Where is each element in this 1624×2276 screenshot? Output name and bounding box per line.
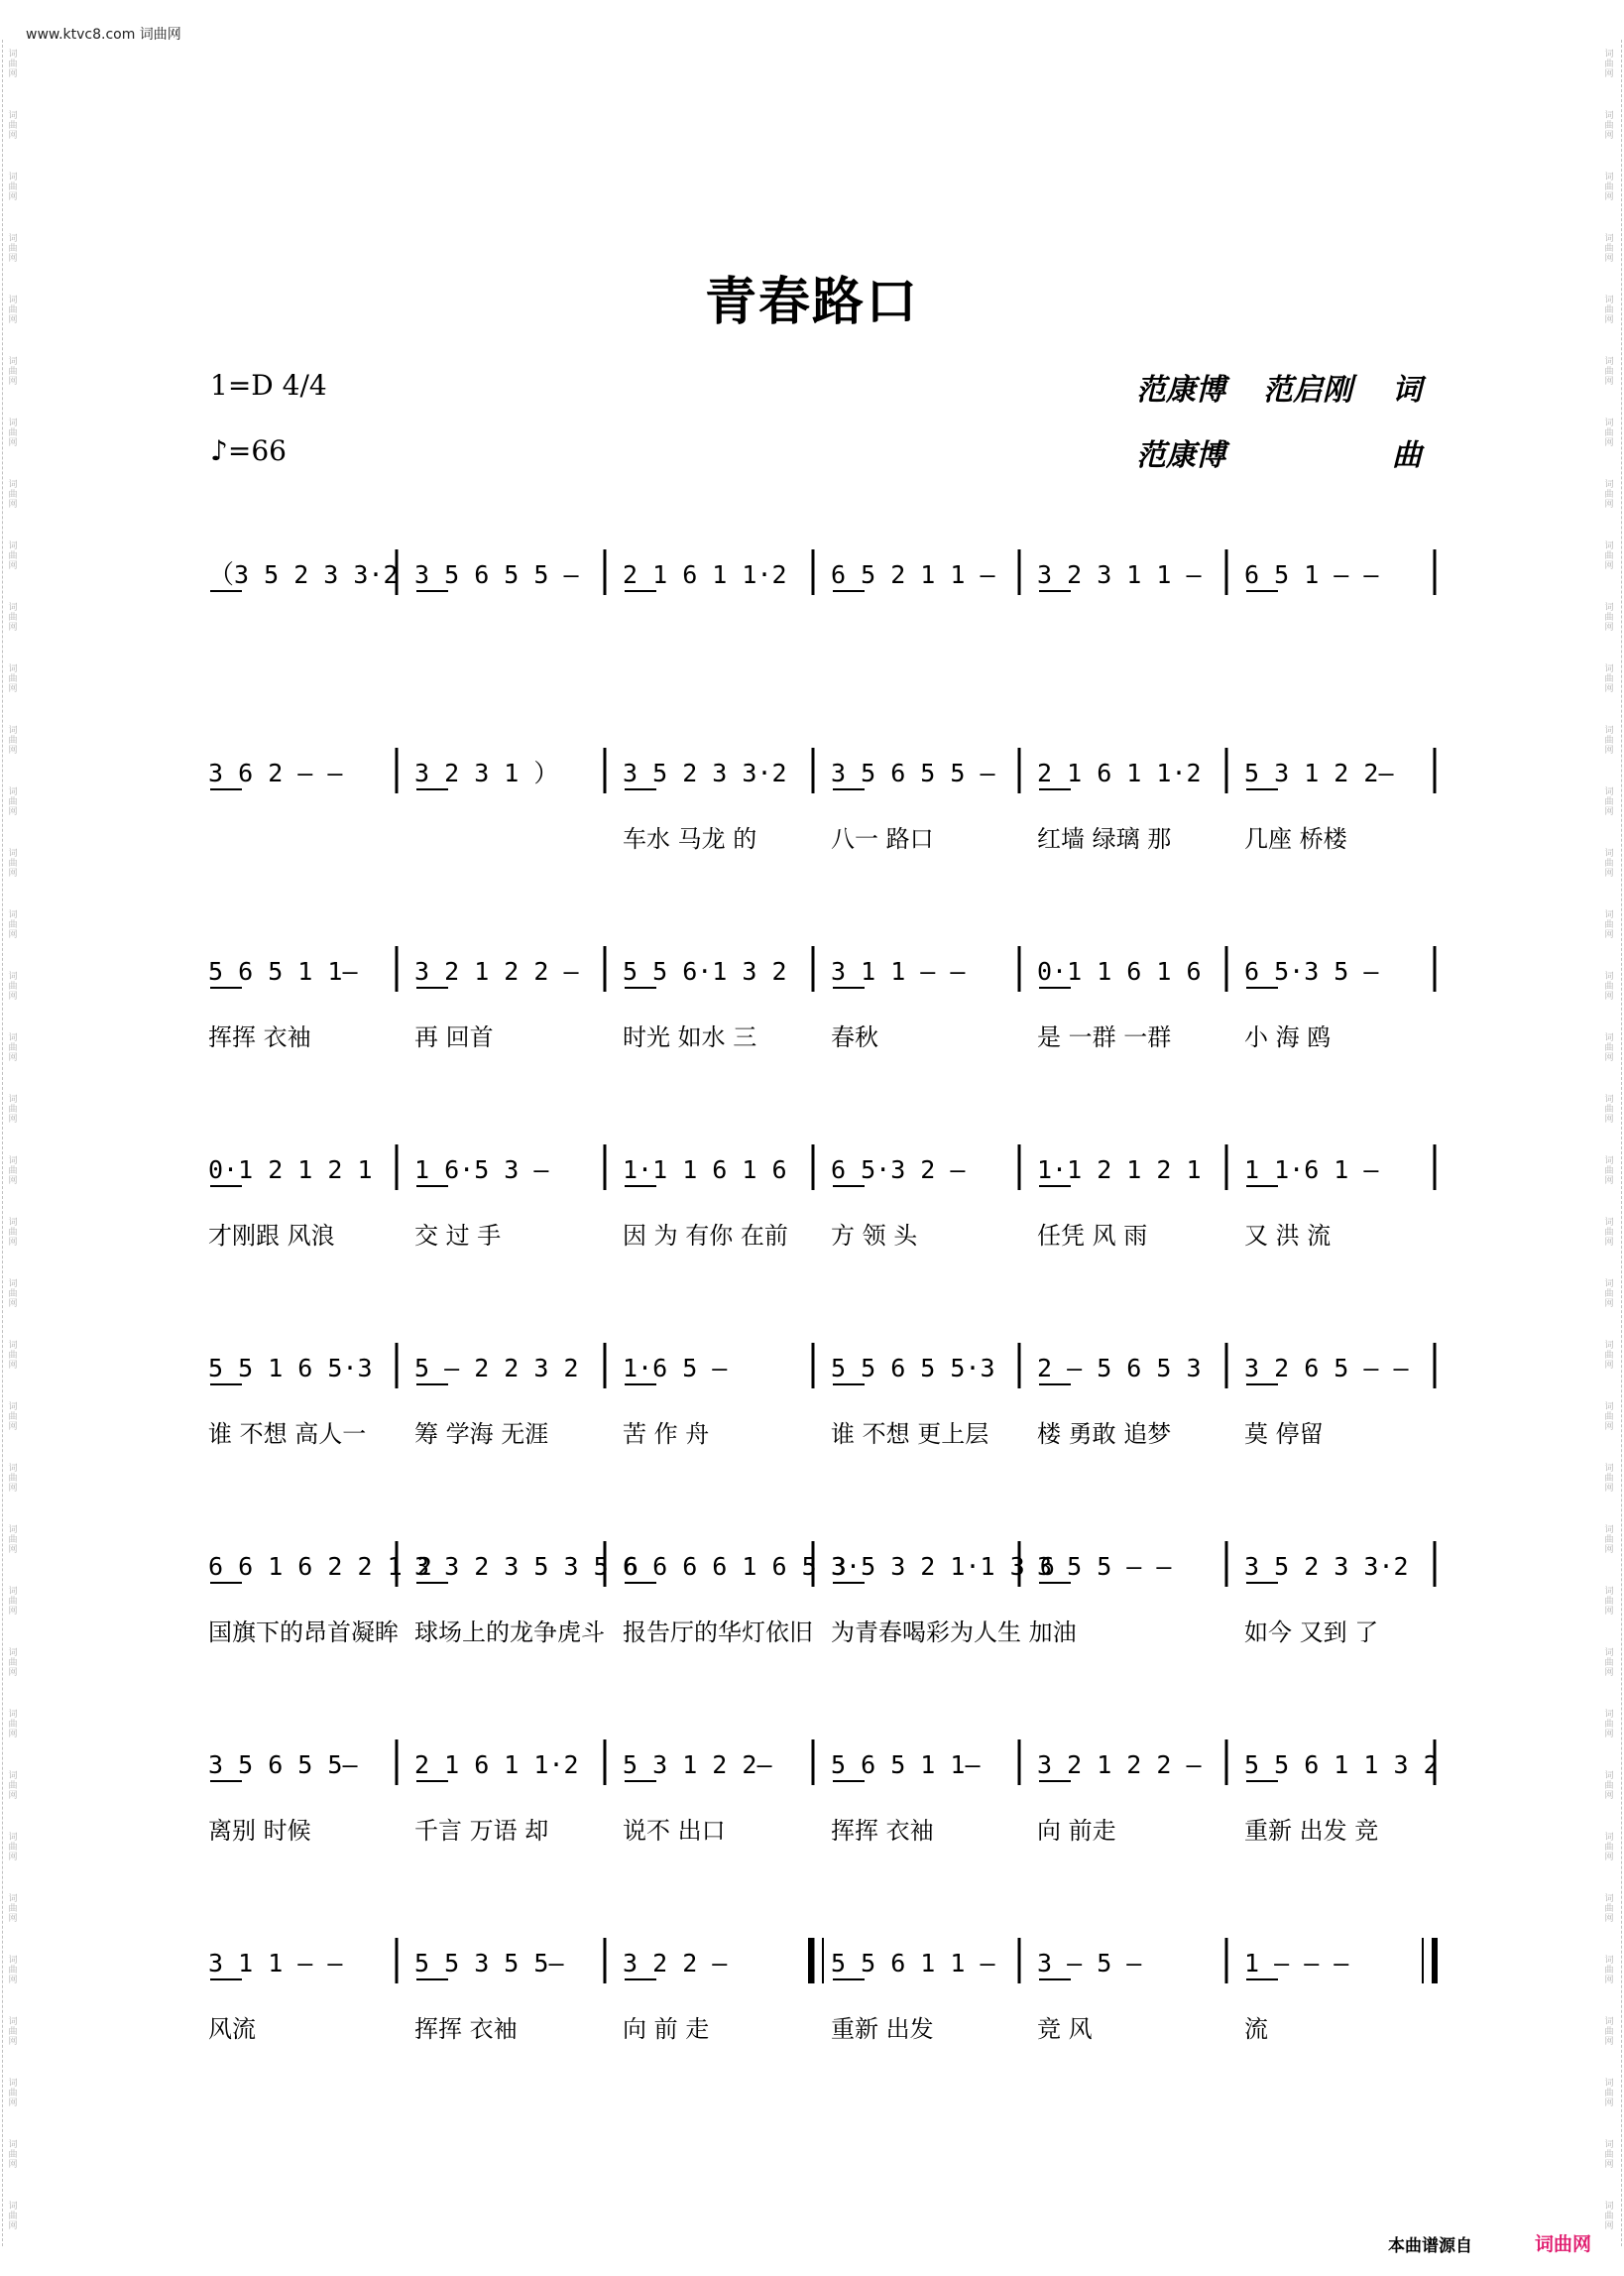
measure-lyrics: 是 一群 一群	[1037, 1023, 1172, 1051]
watermark-mark: 词曲网	[1604, 1833, 1614, 1862]
measure-lyrics: 流	[1244, 2015, 1268, 2043]
measure-notes: 6 5 1 — —	[1244, 560, 1379, 589]
watermark-mark: 词曲网	[8, 726, 18, 756]
measure-lyrics: 千言 万语 却	[414, 1817, 549, 1845]
measure-lyrics: 向 前走	[1037, 1817, 1116, 1845]
measure-notes: 6 5 2 1 1 —	[831, 560, 995, 589]
watermark-mark: 词曲网	[1604, 541, 1614, 571]
watermark-mark: 词曲网	[1604, 1279, 1614, 1309]
measure-notes: 3 5 2 3 3·2	[234, 560, 399, 589]
watermark-mark: 词曲网	[8, 2202, 18, 2231]
measure-notes: 5 6 5 1 1—	[831, 1750, 981, 1779]
measure-lyrics: 筹 学海 无涯	[414, 1420, 549, 1448]
watermark-mark: 词曲网	[1604, 1525, 1614, 1555]
measure-notes: 1 — — —	[1244, 1949, 1349, 1977]
footer-source-text: 本曲谱源自	[1388, 2236, 1472, 2256]
measure-notes: 3 6 2 — —	[208, 759, 343, 787]
watermark-mark: 词曲网	[8, 419, 18, 448]
measure-lyrics: 重新 出发	[831, 2015, 934, 2043]
watermark-mark: 词曲网	[1604, 1341, 1614, 1371]
watermark-mark: 词曲网	[1604, 111, 1614, 141]
watermark-mark: 词曲网	[8, 1956, 18, 1985]
measure-notes: 3·5 3 2 1·1 3 6	[831, 1552, 1055, 1581]
watermark-mark: 词曲网	[8, 1771, 18, 1801]
watermark-mark: 词曲网	[8, 1648, 18, 1678]
watermark-mark: 词曲网	[8, 603, 18, 633]
measure-notes: 1 1·6 1 —	[1244, 1155, 1379, 1184]
watermark-mark: 词曲网	[8, 1033, 18, 1063]
measure-notes: 0·1 2 1 2 1	[208, 1155, 373, 1184]
measure-notes: 6 6 1 6 2 2 1 2	[208, 1552, 432, 1581]
measure-lyrics: 任凭 风 雨	[1037, 1222, 1148, 1250]
watermark-mark: 词曲网	[8, 173, 18, 202]
measure-notes: 3 1 1 — —	[831, 957, 966, 986]
measure-lyrics: 为青春喝彩为人生 加油	[831, 1618, 1077, 1646]
watermark-mark: 词曲网	[8, 296, 18, 325]
measure-notes: 1·1 1 6 1 6	[623, 1155, 787, 1184]
measure-notes: 3 2 3 1 ）	[414, 759, 559, 787]
watermark-mark: 词曲网	[1604, 1464, 1614, 1494]
measure-notes: 6 6 6 6 1 6 5 3	[623, 1552, 847, 1581]
measure-lyrics: 几座 桥楼	[1244, 825, 1347, 853]
measure-lyrics: 时光 如水 三	[623, 1023, 757, 1051]
watermark-mark: 词曲网	[1604, 1648, 1614, 1678]
measure-notes: 2 — 5 6 5 3	[1037, 1354, 1202, 1382]
measure-lyrics: 又 洪 流	[1244, 1222, 1332, 1250]
watermark-mark: 词曲网	[8, 2079, 18, 2108]
measure-notes: 0·1 1 6 1 6	[1037, 957, 1202, 986]
watermark-mark: 词曲网	[1604, 2017, 1614, 2047]
watermark-mark: 词曲网	[8, 972, 18, 1002]
measure-lyrics: 方 领 头	[831, 1222, 918, 1250]
measure-notes: 5 5 6 1 1 —	[831, 1949, 995, 1977]
watermark-mark: 词曲网	[1604, 972, 1614, 1002]
watermark-mark: 词曲网	[1604, 2140, 1614, 2170]
measure-notes: 3 2 1 2 2 —	[1037, 1750, 1202, 1779]
measure-notes: 5 3 1 2 2—	[623, 1750, 772, 1779]
watermark-mark: 词曲网	[1604, 1218, 1614, 1248]
watermark-mark: 词曲网	[8, 234, 18, 264]
measure-lyrics: 再 回首	[414, 1023, 494, 1051]
measure-notes: 5 5 6·1 3 2	[623, 957, 787, 986]
measure-lyrics: 竞 风	[1037, 2015, 1093, 2043]
composer-role: 曲	[1392, 438, 1422, 473]
watermark-mark: 词曲网	[1604, 1033, 1614, 1063]
watermark-mark: 词曲网	[1604, 2079, 1614, 2108]
watermark-mark: 词曲网	[8, 50, 18, 79]
watermark-mark: 词曲网	[1604, 1771, 1614, 1801]
watermark-mark: 词曲网	[8, 1833, 18, 1862]
measure-notes: 3 5 2 3 3·2	[1244, 1552, 1409, 1581]
watermark-mark: 词曲网	[1604, 910, 1614, 940]
measure-notes: 2 1 6 1 1·2	[623, 560, 787, 589]
measure-lyrics: 重新 出发 竞	[1244, 1817, 1379, 1845]
watermark-mark: 词曲网	[1604, 50, 1614, 79]
measure-notes: 6 5·3 2 —	[831, 1155, 966, 1184]
watermark-mark: 词曲网	[8, 1710, 18, 1739]
measure-lyrics: 莫 停留	[1244, 1420, 1324, 1448]
measure-lyrics: 交 过 手	[414, 1222, 502, 1250]
measure-notes: 3 5 5 — —	[1037, 1552, 1172, 1581]
measure-lyrics: 风流	[208, 2015, 256, 2043]
watermark-mark: 词曲网	[1604, 1894, 1614, 1924]
song-title: 青春路口	[704, 272, 919, 332]
watermark-mark: 词曲网	[1604, 1095, 1614, 1125]
measure-notes: 5 5 3 5 5—	[414, 1949, 564, 1977]
watermark-mark: 词曲网	[8, 787, 18, 817]
measure-notes: 1·6 5 —	[623, 1354, 728, 1382]
measure-notes: 5 5 6 5 5·3	[831, 1354, 995, 1382]
watermark-mark: 词曲网	[8, 849, 18, 879]
watermark-mark: 词曲网	[8, 1525, 18, 1555]
measure-lyrics: 八一 路口	[831, 825, 934, 853]
measure-notes: 3 5 6 5 5 —	[831, 759, 995, 787]
measure-notes: 5 3 1 2 2—	[1244, 759, 1394, 787]
measure-lyrics: 谁 不想 更上层	[831, 1420, 989, 1448]
key-time-signature: 1=D 4/4	[210, 369, 327, 402]
watermark-mark: 词曲网	[1604, 1956, 1614, 1985]
watermark-mark: 词曲网	[8, 2017, 18, 2047]
measure-lyrics: 车水 马龙 的	[623, 825, 757, 853]
watermark-mark: 词曲网	[1604, 603, 1614, 633]
watermark-mark: 词曲网	[8, 1464, 18, 1494]
measure-notes: 3 5 2 3 3·2	[623, 759, 787, 787]
watermark-mark: 词曲网	[8, 1894, 18, 1924]
watermark-mark: 词曲网	[1604, 1402, 1614, 1432]
watermark-mark: 词曲网	[8, 1587, 18, 1617]
watermark-mark: 词曲网	[1604, 173, 1614, 202]
measure-lyrics: 挥挥 衣袖	[208, 1023, 311, 1051]
watermark-mark: 词曲网	[8, 480, 18, 510]
watermark-mark: 词曲网	[1604, 1156, 1614, 1186]
measure-notes: 5 5 6 1 1 3 2	[1244, 1750, 1439, 1779]
watermark-mark: 词曲网	[1604, 2202, 1614, 2231]
measure-lyrics: 谁 不想 高人一	[208, 1420, 367, 1448]
watermark-mark: 词曲网	[1604, 234, 1614, 264]
measure-notes: 2 1 6 1 1·2	[414, 1750, 579, 1779]
footer-brand-link[interactable]: 词曲网	[1535, 2233, 1592, 2255]
watermark-mark: 词曲网	[8, 2140, 18, 2170]
measure-lyrics: 挥挥 衣袖	[831, 1817, 934, 1845]
measure-lyrics: 春秋	[831, 1023, 878, 1051]
watermark-mark: 词曲网	[8, 1279, 18, 1309]
measure-notes: 1 6·5 3 —	[414, 1155, 549, 1184]
measure-notes: 3 2 2 —	[623, 1949, 728, 1977]
measure-lyrics: 向 前 走	[623, 2015, 710, 2043]
watermark-mark: 词曲网	[8, 1402, 18, 1432]
watermark-mark: 词曲网	[1604, 480, 1614, 510]
watermark-mark: 词曲网	[1604, 726, 1614, 756]
measure-notes: 1·1 2 1 2 1	[1037, 1155, 1202, 1184]
measure-notes: 3 — 5 —	[1037, 1949, 1142, 1977]
measure-notes: 3 2 1 2 2 —	[414, 957, 579, 986]
watermark-mark: 词曲网	[8, 111, 18, 141]
system-prefix: （	[208, 560, 235, 590]
measure-notes: 3 1 1 — —	[208, 1949, 343, 1977]
lyricist-1: 范康博	[1136, 373, 1225, 408]
measure-notes: 3 5 6 5 5—	[208, 1750, 358, 1779]
watermark-mark: 词曲网	[1604, 419, 1614, 448]
tempo-marking: ♪=66	[210, 434, 287, 467]
measure-notes: 3 5 6 5 5 —	[414, 560, 579, 589]
measure-lyrics: 苦 作 舟	[623, 1420, 710, 1448]
measure-lyrics: 说不 出口	[623, 1817, 726, 1845]
watermark-mark: 词曲网	[8, 1341, 18, 1371]
measure-lyrics: 楼 勇敢 追梦	[1037, 1420, 1172, 1448]
watermark-mark: 词曲网	[1604, 1587, 1614, 1617]
measure-lyrics: 离别 时候	[208, 1817, 311, 1845]
watermark-mark: 词曲网	[1604, 1710, 1614, 1739]
measure-lyrics: 才刚跟 风浪	[208, 1222, 335, 1250]
measure-lyrics: 挥挥 衣袖	[414, 2015, 518, 2043]
measure-lyrics: 球场上的龙争虎斗	[414, 1618, 605, 1646]
watermark-mark: 词曲网	[8, 1218, 18, 1248]
measure-notes: 5 5 1 6 5·3	[208, 1354, 373, 1382]
measure-lyrics: 红墙 绿璃 那	[1037, 825, 1172, 853]
measure-notes: 2 1 6 1 1·2	[1037, 759, 1202, 787]
composer: 范康博	[1136, 438, 1225, 473]
measure-notes: 3 3 2 3 5 3 5 6	[414, 1552, 638, 1581]
measure-lyrics: 小 海 鸥	[1244, 1023, 1332, 1051]
watermark-mark: 词曲网	[1604, 296, 1614, 325]
watermark-mark: 词曲网	[8, 1095, 18, 1125]
measure-lyrics: 如今 又到 了	[1244, 1618, 1379, 1646]
watermark-mark: 词曲网	[8, 357, 18, 387]
watermark-mark: 词曲网	[1604, 849, 1614, 879]
watermark-mark: 词曲网	[8, 910, 18, 940]
measure-notes: 3 2 3 1 1 —	[1037, 560, 1202, 589]
site-url[interactable]: www.ktvc8.com 词曲网	[26, 27, 181, 43]
watermark-mark: 词曲网	[8, 664, 18, 694]
watermark-mark: 词曲网	[1604, 787, 1614, 817]
lyricist-role: 词	[1392, 373, 1422, 408]
watermark-mark: 词曲网	[1604, 357, 1614, 387]
measure-notes: 5 — 2 2 3 2	[414, 1354, 579, 1382]
watermark-mark: 词曲网	[1604, 664, 1614, 694]
measure-lyrics: 报告厅的华灯依旧	[623, 1618, 813, 1646]
measure-lyrics: 国旗下的昂首凝眸	[208, 1618, 399, 1646]
watermark-mark: 词曲网	[8, 1156, 18, 1186]
measure-lyrics: 因 为 有你 在前	[623, 1222, 788, 1250]
measure-notes: 5 6 5 1 1—	[208, 957, 358, 986]
lyricist-2: 范启刚	[1263, 373, 1352, 408]
measure-notes: 6 5·3 5 —	[1244, 957, 1379, 986]
measure-notes: 3 2 6 5 — —	[1244, 1354, 1409, 1382]
watermark-mark: 词曲网	[8, 541, 18, 571]
